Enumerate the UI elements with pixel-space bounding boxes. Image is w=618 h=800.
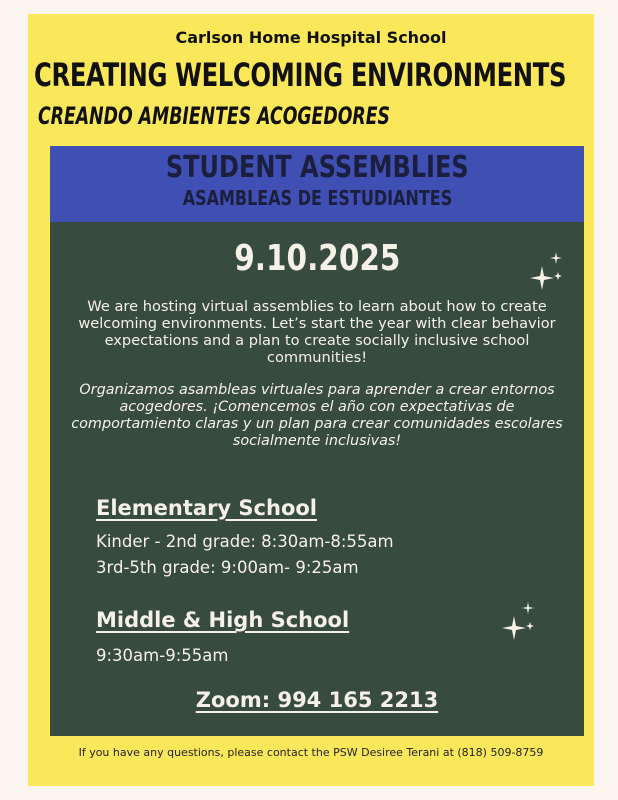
middle-high-heading: Middle & High School	[96, 608, 350, 632]
elementary-heading: Elementary School	[96, 496, 318, 520]
middle-high-time: 9:30am-9:55am	[96, 646, 229, 665]
zoom-meeting-id: Zoom: 994 165 2213	[195, 688, 439, 712]
assemblies-banner	[50, 146, 584, 222]
title-english: CREATING WELCOMING ENVIRONMENTS	[34, 56, 567, 94]
banner-title-english: STUDENT ASSEMBLIES	[165, 150, 469, 185]
description-spanish: Organizamos asambleas virtuales para aprender a crear entornos acogedores. ¡Comencemos el año con expectativas de comportamiento claras y un plan para crear comunidades escolares socialmente inclusivas!	[71, 382, 563, 449]
banner-title-spanish: ASAMBLEAS DE ESTUDIANTES	[182, 186, 452, 210]
elementary-time-kinder: Kinder - 2nd grade: 8:30am-8:55am	[96, 532, 394, 551]
flyer	[28, 14, 594, 786]
event-panel	[50, 222, 584, 736]
sparkle-icon	[502, 602, 536, 642]
sparkle-icon	[530, 252, 564, 292]
title-spanish: CREANDO AMBIENTES ACOGEDORES	[38, 102, 390, 130]
contact-footer: If you have any questions, please contact the PSW Desiree Terani at (818) 509-8759	[78, 746, 544, 759]
description-english: We are hosting virtual assemblies to learn about how to create welcoming environments. Let’s start the year with clear behavior expectations and a plan to create socially inclusive school communities!	[78, 298, 556, 366]
elementary-time-3rd-5th: 3rd-5th grade: 9:00am- 9:25am	[96, 558, 359, 577]
event-date: 9.10.2025	[233, 238, 401, 279]
school-name: Carlson Home Hospital School	[175, 28, 447, 47]
